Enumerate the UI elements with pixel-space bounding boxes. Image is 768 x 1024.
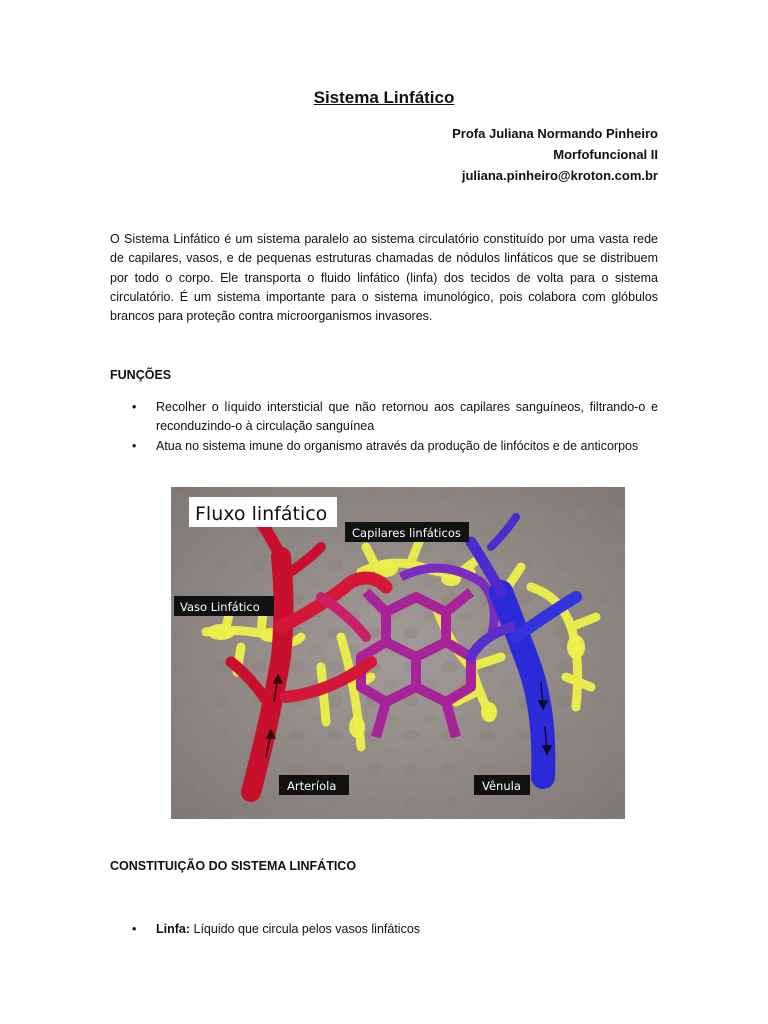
constitution-list [110, 920, 658, 939]
intro-paragraph: O Sistema Linfático é um sistema paralelo ao sistema circulatório constituído por uma vasta rede de capilares, vasos, e de pequenas estruturas chamadas de nódulos linfáticos que se distribuem por todo o corpo. Ele transporta o fluido linfático (linfa) dos tecidos de volta para o sistema circulatório. É um sistema importante para o sistema imunológico, pois colabora com glóbulos brancos para proteção contra microorganismos invasores. [110, 232, 658, 324]
label-venule: Vênula [482, 779, 521, 793]
label-capillaries: Capilares linfáticos [352, 526, 461, 540]
term-label: Linfa: [156, 922, 191, 936]
term-definition: Líquido que circula pelos vasos linfáticos [190, 922, 421, 936]
page-title: Sistema Linfático [313, 88, 455, 107]
functions-list [110, 398, 658, 456]
author-email: juliana.pinheiro@kroton.com.br [461, 168, 658, 183]
label-lymph-vessel: Vaso Linfático [180, 600, 260, 614]
author-name: Profa Juliana Normando Pinheiro [452, 126, 658, 141]
lymph-flow-figure [171, 487, 625, 819]
figure-title: Fluxo linfático [195, 503, 328, 525]
label-arteriole: Arteríola [287, 779, 337, 793]
bullet-icon: • [132, 400, 137, 414]
list-item [110, 398, 658, 437]
list-item [110, 437, 658, 456]
bullet-icon: • [132, 922, 137, 936]
function-text: Atua no sistema imune do organismo através da produção de linfócitos e de anticorpos [156, 438, 639, 453]
list-item [110, 920, 658, 939]
function-text: Recolher o líquido intersticial que não retornou aos capilares sanguíneos, filtrando-o e reconduzindo-o à circulação sanguínea [156, 400, 658, 434]
bullet-icon: • [132, 438, 137, 453]
functions-heading: FUNÇÕES [110, 368, 172, 382]
course-name: Morfofuncional II [553, 147, 658, 162]
constitution-heading: CONSTITUIÇÃO DO SISTEMA LINFÁTICO [110, 859, 357, 873]
